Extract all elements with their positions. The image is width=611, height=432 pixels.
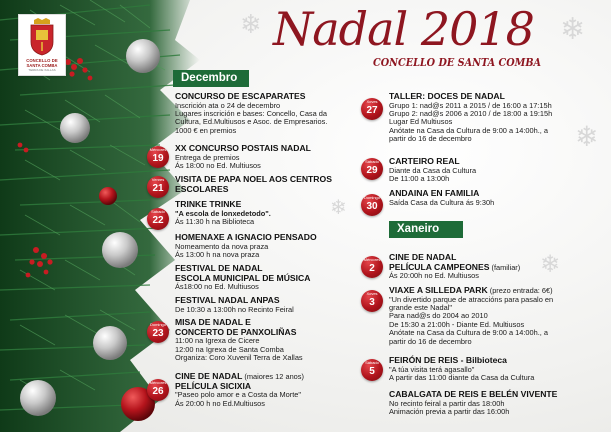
event-detail: "A escola de lonxedetodo". (175, 208, 271, 218)
event-detail: "Un divertido parque de atraccións para pasalo en (389, 294, 554, 304)
month-banner-january: Xaneiro (389, 221, 463, 238)
date-badge (147, 321, 169, 343)
event-cabalgata (389, 390, 557, 416)
date-badge (147, 379, 169, 401)
event-detail: 1000 € en premios (175, 125, 237, 135)
snowflake-decoration: ❄ (575, 120, 599, 153)
event-detail: partir do 16 de decembro (389, 336, 472, 346)
event-festival-musica (175, 264, 310, 292)
event-detail: A partir das 11:00 diante da Casa da Cultura (389, 373, 535, 382)
event-title: CONCURSO DE ESCAPARATES (175, 91, 306, 101)
date-weekday: Sábado (365, 159, 379, 164)
date-weekday: Mércores (149, 380, 167, 385)
event-detail: Animación previa a partir das 16:00h (389, 407, 510, 416)
event-detail: Anótate na Casa da Cultura de 9:00 a 14:00h., a (389, 328, 549, 338)
event-title: CABALGATA DE REIS E BELÉN VIVENTE (389, 389, 558, 399)
date-weekday: Venres (151, 177, 165, 182)
date-number: 29 (366, 165, 378, 176)
event-detail: Ás 13:00 h na nova praza (175, 250, 260, 259)
date-weekday: Xoves (366, 99, 378, 104)
event-detail: Saída Casa da Cultura ás 9:30h (389, 197, 495, 207)
event-detail: "A túa visita terá agasallo" (389, 364, 475, 374)
municipal-crest (18, 14, 66, 76)
event-title: HOMENAXE A IGNACIO PENSADO (175, 232, 317, 242)
date-number: 21 (152, 183, 164, 194)
event-title: TRINKE TRINKE (175, 199, 242, 209)
event-detail: "Paseo polo amor e a Costa da Morte" (175, 390, 302, 400)
date-badge (147, 208, 169, 230)
event-title: TALLER: DOCES DE NADAL (389, 91, 505, 101)
date-weekday: Mércores (149, 147, 167, 152)
snowflake-decoration: ❄ (330, 195, 347, 219)
event-detail: 11:00 na Igrexa de Cicere (175, 336, 260, 346)
poster-subtitle: CONCELLO DE SANTA COMBA (373, 56, 542, 69)
event-detail: Lugar Ed Multiusos (389, 117, 453, 127)
event-title: FESTIVAL DE NADAL (175, 263, 263, 273)
event-misa (175, 318, 303, 362)
event-papa-noel (175, 175, 332, 194)
date-number: 22 (152, 215, 164, 226)
date-number: 5 (369, 366, 375, 377)
event-detail: Ás 20:00h no Ed. Multiusos (389, 271, 479, 281)
event-taller (389, 92, 552, 144)
crest-motto: TERRA DE XALLAS (28, 68, 56, 72)
event-detail: No recinto feiral a partir das 18:00h (389, 398, 505, 408)
date-weekday: Sábado (151, 209, 165, 214)
event-detail: Cultura, Ed.Multiusos e Asoc. de Empresarios. (175, 117, 328, 127)
event-title: ESCOLA MUNICIPAL DE MÚSICA (175, 272, 311, 283)
date-number: 23 (152, 328, 164, 339)
event-title: VISITA DE PAPA NOEL AOS CENTROS (175, 174, 332, 184)
date-weekday: Domingo (363, 195, 380, 200)
event-title: VIAXE A SILLEDA PARK (389, 285, 488, 295)
event-escaparates (175, 92, 327, 135)
event-detail: Nomeamento da nova praza (175, 241, 269, 251)
event-detail: De 11:00 a 13:00h (389, 174, 450, 183)
date-weekday: Xoves (366, 291, 378, 296)
date-badge (361, 290, 383, 312)
event-detail: Anótate na Casa da Cultura de 9:00 a 14:00h., a (389, 125, 549, 135)
event-note: (prezo entrada: 6€) (487, 286, 553, 295)
event-silleda (389, 286, 553, 346)
date-number: 3 (369, 297, 375, 308)
date-badge (147, 146, 169, 168)
event-detail: Ás 18:00 no Ed. Multiusos (175, 161, 261, 170)
snowflake-decoration: ❄ (540, 250, 561, 278)
month-banner-december: Decembro (173, 70, 249, 87)
event-anpas (175, 296, 294, 314)
event-title: ESCOLARES (175, 183, 229, 194)
event-postais (175, 144, 311, 170)
event-detail: Inscrición ata o 24 de decembro (175, 100, 281, 110)
date-number: 30 (366, 201, 378, 212)
event-detail: partir do 16 de decembro (389, 134, 472, 144)
event-note: (familiar) (489, 262, 521, 272)
event-title: CINE DE NADAL (175, 371, 243, 381)
date-number: 2 (369, 263, 375, 274)
event-trinke (175, 200, 271, 226)
event-detail: Ás18:00 no Ed. Multiusos (175, 282, 259, 292)
snowflake-decoration: ❄ (240, 10, 262, 40)
date-badge (361, 359, 383, 381)
event-detail: 12:00 na Igrexa de Santa Comba (175, 344, 284, 354)
event-title: CONCERTO DE PANXOLIÑAS (175, 326, 297, 337)
snowflake-decoration: ❄ (560, 12, 586, 47)
date-badge (361, 98, 383, 120)
date-badge (147, 176, 169, 198)
event-detail: Entrega de premios (175, 152, 240, 162)
event-feiron (389, 356, 534, 382)
event-title: CARTEIRO REAL (389, 156, 460, 166)
event-detail: Diante da Casa da Cultura (389, 165, 477, 175)
event-carteiro (389, 157, 476, 183)
event-detail: Lugares inscrición e bases: Concello, Casa da (175, 109, 328, 118)
date-weekday: Mércores (363, 257, 381, 262)
event-title: MISA DE NADAL E (175, 317, 251, 327)
event-title: PELÍCULA CAMPEONES (389, 261, 490, 272)
date-badge (361, 194, 383, 216)
poster-title: Nadal 2018 (273, 2, 534, 56)
date-weekday: Sábado (365, 360, 379, 365)
date-number: 19 (152, 153, 164, 164)
coat-of-arms-icon (28, 18, 56, 56)
event-andaina (389, 189, 494, 207)
event-title: FEIRÓN DE REIS (389, 355, 459, 365)
event-detail: Para nad@s do 2004 ao 2010 (389, 311, 488, 321)
event-detail: Organiza: Coro Xuvenil Terra de Xallas (175, 353, 303, 362)
crest-caption: SANTA COMBA (26, 63, 58, 68)
event-detail: De 10:30 a 13:00h no Recinto Feiral (175, 304, 294, 314)
date-weekday: Domingo (149, 322, 166, 327)
date-number: 26 (152, 386, 164, 397)
event-detail: Ás 11:30 h na Biblioteca (175, 217, 255, 226)
event-title: XX CONCURSO POSTAIS NADAL (175, 143, 311, 153)
date-number: 27 (366, 105, 378, 116)
event-title: CINE DE NADAL (389, 252, 457, 262)
date-badge (361, 256, 383, 278)
date-badge (361, 158, 383, 180)
event-detail: De 15:30 a 21:00h - Diante Ed. Multiusos (389, 319, 525, 329)
event-note: - Bilbioteca (458, 355, 507, 365)
event-detail: Ás 20:00 h no Ed.Multiusos (175, 398, 265, 408)
event-detail: grande este Nadal" (389, 303, 453, 312)
event-cine-january (389, 253, 520, 281)
event-note: (maiores 12 anos) (242, 372, 304, 381)
event-detail: Grupo 2: nad@s 2006 a 2010 / de 18:00 a 19:15h (389, 109, 553, 118)
event-detail: Grupo 1: nad@s 2011 a 2015 / de 16:00 a 17:15h (389, 100, 552, 110)
event-title: PELÍCULA SICIXIA (175, 380, 252, 391)
crest-caption: CONCELLO DE (26, 58, 58, 63)
event-title: ANDAINA EN FAMILIA (389, 188, 480, 198)
event-cine-december (175, 372, 304, 408)
event-homenaxe (175, 233, 317, 259)
event-title: FESTIVAL NADAL ANPAS (175, 295, 280, 305)
